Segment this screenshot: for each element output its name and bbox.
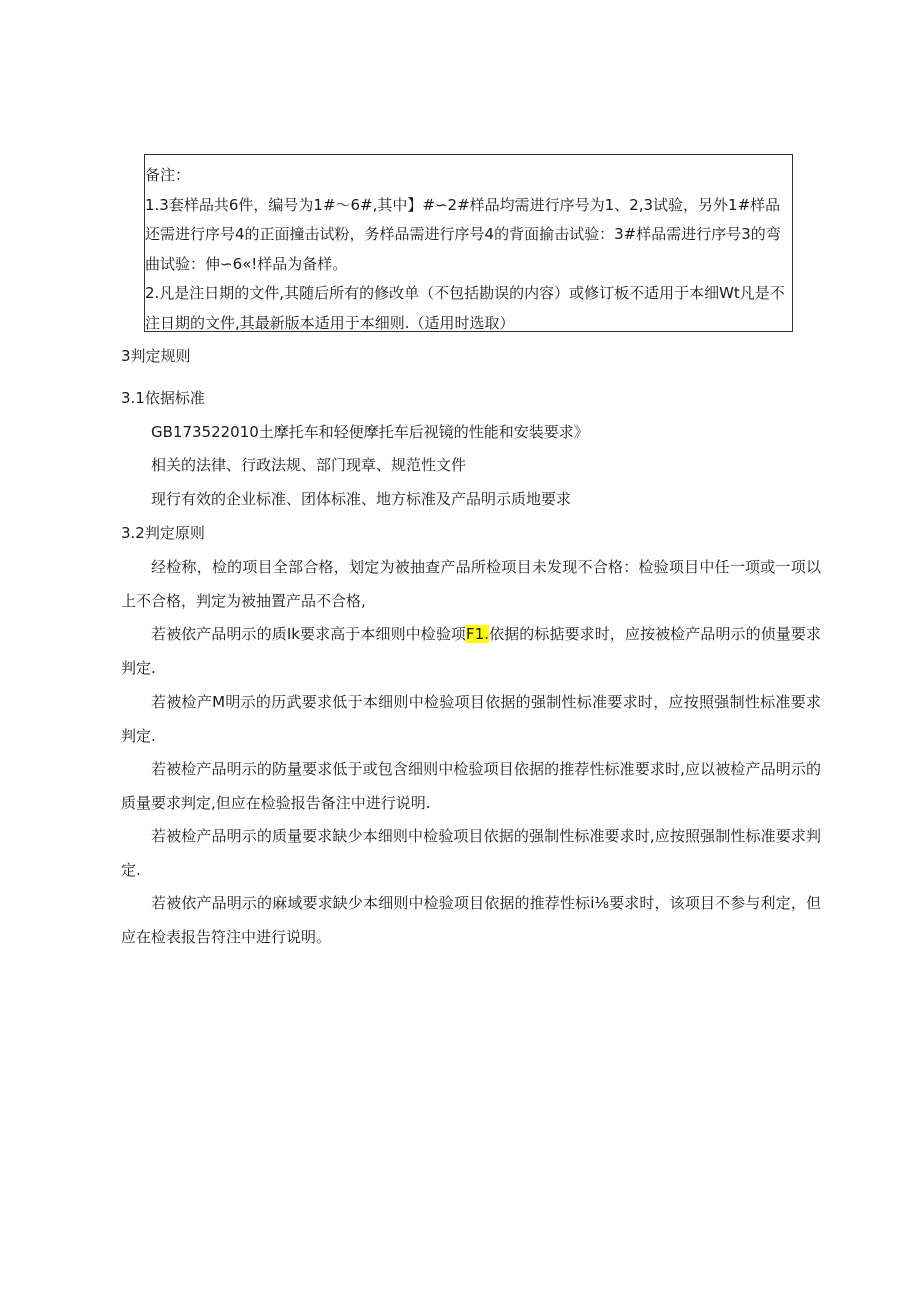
remarks-box (144, 154, 793, 332)
principle-2-text-after: 依据的标掂要求时，应按被检产品明示的侦量要求判定. (121, 625, 821, 677)
section-3-heading: 3判定规则 (121, 347, 191, 365)
section-3-2-heading: 3.2判定原则 (121, 524, 205, 542)
section-3-1-heading: 3.1依据标准 (121, 389, 205, 407)
remarks-title: 备注： (145, 166, 191, 184)
principle-paragraph-1: 经检称，检的项目全部合格，划定为被抽查产品所检项目未发现不合格：检验项目中任一项或一项以上不合格，判定为被抽置产品不合格, (121, 558, 821, 610)
principle-paragraph-2 (121, 618, 821, 685)
principle-paragraph-5: 若被检产品明示的质量要求缺少本细则中检验项目依据的强制性标准要求时,应按照强制性标准要求判定. (121, 827, 821, 879)
standard-item-2: 相关的法律、行政法规、部门现章、规范性文件 (151, 456, 467, 474)
principle-paragraph-6: 若被依产品明示的麻域要求缺少本细则中检验项目依据的推荐性标i⅛要求时，该项目不参与利定，但应在检表报告符注中进行说明。 (121, 894, 821, 946)
standard-item-1: GB173522010土摩托车和轻便摩托车后视镜的性能和安装要求》 (151, 423, 589, 441)
standard-item-3: 现行有效的企业标准、团体标准、地方标准及产品明示质地要求 (151, 490, 572, 508)
remarks-item-1: 1.3套样品共6件，编号为1#～6#,其中】#∽2#样品均需进行序号为1、2,3试验，另外1#样品还需进行序号4的正面撞击试粉，务样品需进行序号4的背面揄击试验：3#样品需进行序号3的弯曲试验：伸∽6«!样品为备样。 (145, 195, 781, 273)
principle-paragraph-3: 若被检产M明示的历武要求低于本细则中检验项目依据的强制性标准要求时，应按照强制性标准要求判定. (121, 693, 821, 745)
remarks-item-2: 2.凡是注日期的文件,其随后所有的修改单（不包括勘误的内容）或修订板不适用于本细Wt凡是不注日期的文件,其最新版本适用于本细则.（适用时选取） (145, 284, 785, 332)
highlighted-text: F1. (466, 625, 489, 643)
principle-2-text-before: 若被依产品明示的质Ik要求高于本细则中检验项 (151, 625, 467, 643)
principle-paragraph-4: 若被检产品明示的防量要求低于或包含细则中检验项目依据的推荐性标准要求时,应以被检产品明示的质量要求判定,但应在检验报告备注中进行说明. (121, 760, 821, 812)
